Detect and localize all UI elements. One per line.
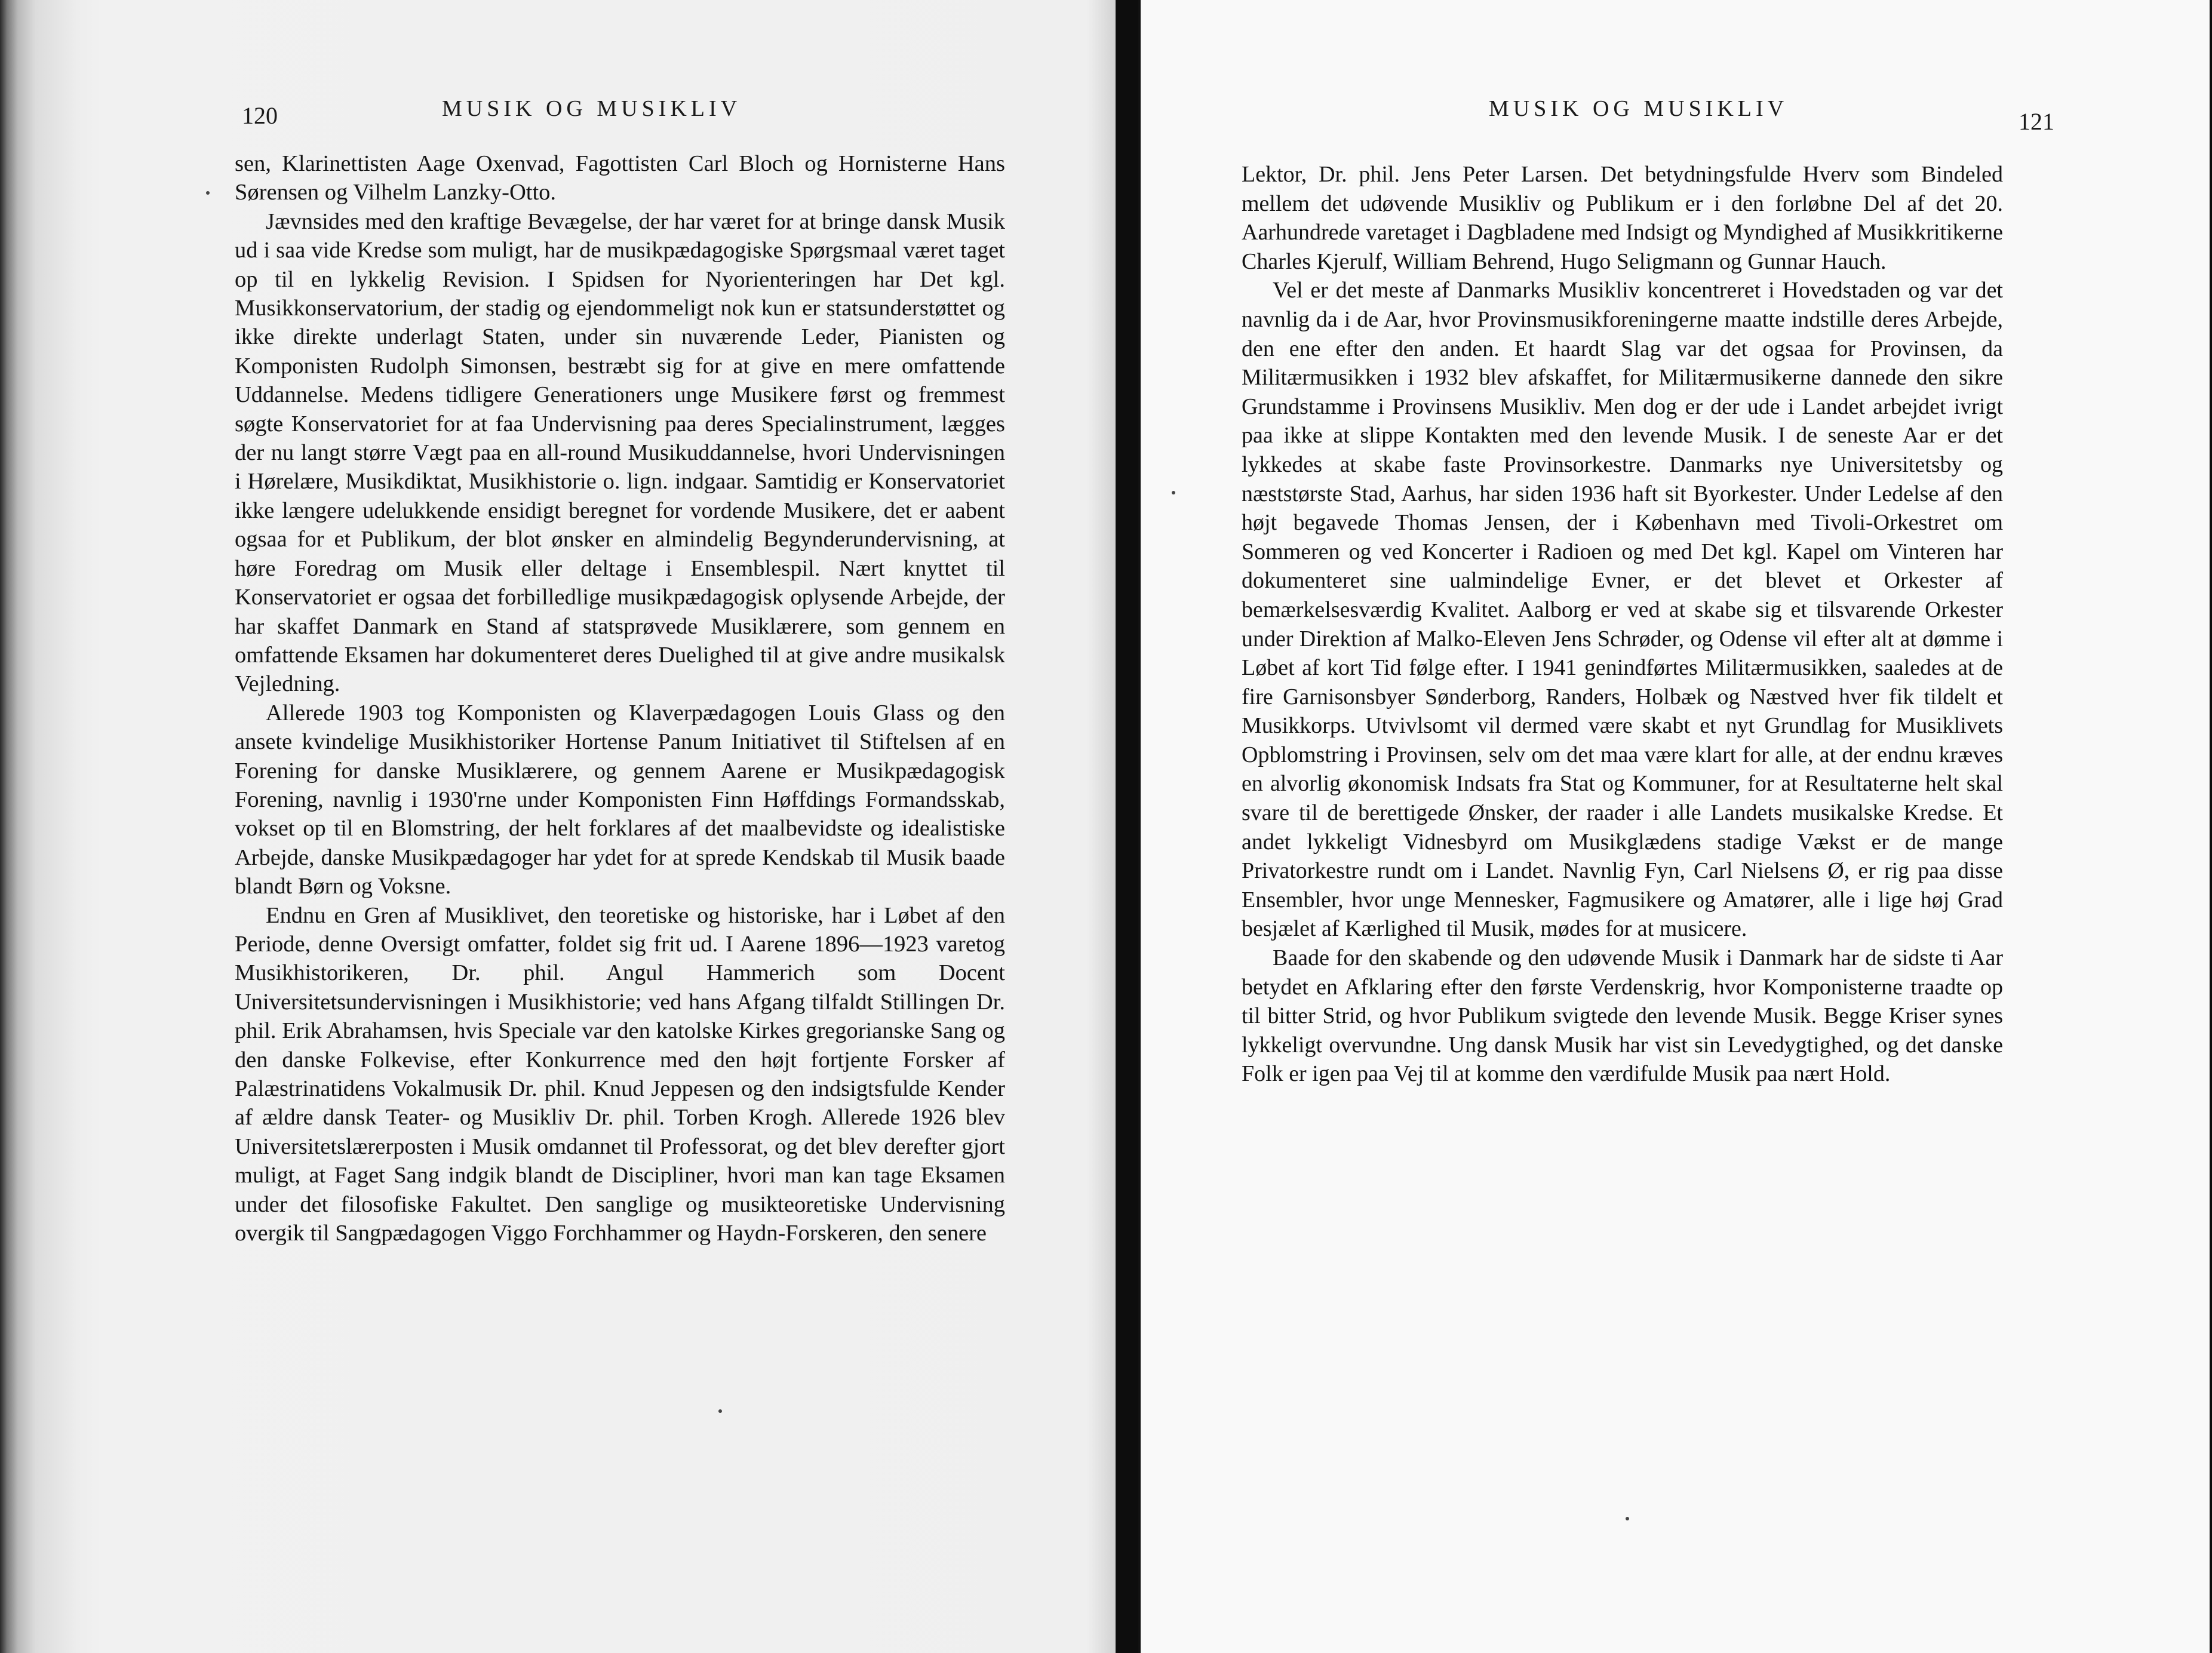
speck	[1626, 1517, 1629, 1520]
paragraph: Lektor, Dr. phil. Jens Peter Larsen. Det betydningsfulde Hverv som Bindeled mellem det udøvende Musikliv og Publikum er i den forløbne Del af det 20. Aarhundrede varetaget i Dagbladene med Indsigt og Myndighed af Musikkritikerne Charles Kjerulf, William Behrend, Hugo Seligmann og Gunnar Hauch.	[1242, 162, 2003, 274]
gutter-shadow	[1087, 0, 1116, 1653]
paragraph: Baade for den skabende og den udøvende Musik i Danmark har de sidste ti Aar betydet en Afklaring efter den første Verdenskrig, hvor Komponisterne traadte op til bitter Strid, og hvor Publikum svigtede den levende Musik. Begge Kriser synes lykkeligt overvundne. Ung dansk Musik har vist sin Levedygtighed, og det danske Folk er igen paa Vej til at komme den værdifulde Musik paa nært Hold.	[1242, 945, 2003, 1087]
page-number: 121	[2019, 108, 2054, 135]
paragraph: Allerede 1903 tog Komponisten og Klaverpædagogen Louis Glass og den ansete kvindelige Musikhistoriker Hortense Panum Initiativet til Stiftelsen af en Forening for danske Musiklærere, og gennem Aarene er Musikpædagogisk Forening, navnlig i 1930'rne under Komponisten Finn Høffdings Formandsskab, vokset op til en Blomstring, der helt forklares af det maalbevidste og idealistiske Arbejde, danske Musikpædagoger har ydet for at sprede Kendskab til Musik baade blandt Børn og Voksne.	[235, 700, 1005, 899]
right-page	[1138, 0, 2210, 1653]
paragraph: Endnu en Gren af Musiklivet, den teoretiske og historiske, har i Løbet af den Periode, denne Oversigt omfatter, foldet sig frit ud. I Aarene 1896—1923 varetog Musikhistorikeren, Dr. phil. Angul Hammerich som Docent Universitetsundervisningen i Musikhistorie; ved hans Afgang tilfaldt Stillingen Dr. phil. Erik Abrahamsen, hvis Speciale var den katolske Kirkes gregorianske Sang og den danske Folkevise, efter Konkurrence med den højt fortjente Forsker af Palæstrinatidens Vokalmusik Dr. phil. Knud Jeppesen og den indsigtsfulde Kender af ældre dansk Teater- og Musikliv Dr. phil. Torben Krogh. Allerede 1926 blev Universitetslærerposten i Musik omdannet til Professorat, og det blev derefter gjort muligt, at Faget Sang indgik blandt de Discipliner, hvori man kan tage Eksamen under det filosofiske Fakultet. Den sanglige og musikteoretiske Undervisning overgik til Sangpædagogen Viggo Forchhammer og Haydn-Forskeren, den senere	[235, 902, 1005, 1246]
running-title: MUSIK OG MUSIKLIV	[1489, 96, 1789, 121]
right-page-body	[1242, 160, 2003, 1089]
speck	[1172, 491, 1175, 494]
paragraph: Vel er det meste af Danmarks Musikliv koncentreret i Hovedstaden og var det navnlig da i de Aar, hvor Provinsmusikforeningerne maatte indstille deres Arbejde, den ene efter den anden. Et haardt Slag var det ogsaa for Provinsen, da Militærmusikken i 1932 blev afskaffet, for Militærmusikerne dannede den sikre Grundstamme i Provinsens Musikliv. Men dog er der ude i Landet arbejdet ivrigt paa ikke at slippe Kontakten med den levende Musik. I de seneste Aar er det lykkedes at skabe faste Provinsorkestre. Danmarks nye Universitetsby og næststørste Stad, Aarhus, har siden 1936 haft sit Byorkester. Under Ledelse af den højt begavede Thomas Jensen, der i København med Tivoli-Orkestret om Sommeren og ved Koncerter i Radioen og med Det kgl. Kapel om Vinteren har dokumenteret sine ualmindelige Evner, er det blevet et Orkester af bemærkelsesværdig Kvalitet. Aalborg er ved at skabe sig et tilsvarende Orkester under Direktion af Malko-Eleven Jens Schrøder, og Odense vil efter alt at dømme i Løbet af kort Tid følge efter. I 1941 genindførtes Militærmusikken, saaledes at de fire Garnisonsbyer Sønderborg, Randers, Holbæk og Næstved hver fik tildelt et Musikkorps. Utvivlsomt vil dermed være skabt et nyt Grundlag for Musiklivets Opblomstring i Provinsen, selv om det maa være klart for alle, at der endnu kræves en alvorlig økonomisk Indsats fra Stat og Kommuner, for at Resultaterne helt skal svare til de berettigede Ønsker, der raader i alle Landets musikalske Kredse. Et andet lykkeligt Vidnesbyrd om Musikglædens stadige Vækst er de mange Privatorkestre rundt om i Landet. Navnlig Fyn, Carl Nielsens Ø, er rig paa disse Ensembler, hvor unge Mennesker, Fagmusikere og Amatører, alle i lige høj Grad besjælet af Kærlighed til Musik, mødes for at musicere.	[1242, 278, 2003, 942]
left-page-body	[235, 149, 1005, 1248]
speck	[718, 1409, 722, 1413]
running-title: MUSIK OG MUSIKLIV	[442, 96, 742, 121]
paragraph: Jævnsides med den kraftige Bevægelse, der har været for at bringe dansk Musik ud i saa vide Kredse som muligt, har de musikpædagogiske Spørgsmaal været taget op til en lykkelig Revision. I Spidsen for Nyorienteringen har Det kgl. Musikkonservatorium, der stadig og ejendommeligt nok kun er statsunderstøttet og ikke direkte underlagt Staten, under sin nuværende Leder, Pianisten og Komponisten Rudolph Simonsen, bestræbt sig for at give en mere omfattende Uddannelse. Medens tidligere Generationers unge Musikere først og fremmest søgte Konservatoriet for at faa Undervisning paa deres Specialinstrument, lægges der nu langt større Vægt paa en all-round Musikuddannelse, hvori Undervisningen i Hørelære, Musikdiktat, Musikhistorie o. lign. indgaar. Samtidig er Konservatoriet ikke længere udelukkende ensidigt beregnet for vordende Musikere, det er aabent ogsaa for et Publikum, der blot ønsker en almindelig Begynderundervisning, at høre Foredrag om Musik eller deltage i Ensemblespil. Nært knyttet til Konservatoriet er ogsaa det forbilledlige musikpædagogisk oplysende Arbejde, der har skaffet Danmark en Stand af statsprøvede Musiklærere, som gennem en omfattende Eksamen har dokumenteret deres Duelighed til at give andre musikalsk Vejledning.	[235, 208, 1005, 697]
paragraph: sen, Klarinettisten Aage Oxenvad, Fagottisten Carl Bloch og Hornisterne Hans Sørensen og Vilhelm Lanzky-Otto.	[235, 151, 1005, 205]
page-number: 120	[242, 102, 278, 129]
speck	[206, 191, 210, 195]
